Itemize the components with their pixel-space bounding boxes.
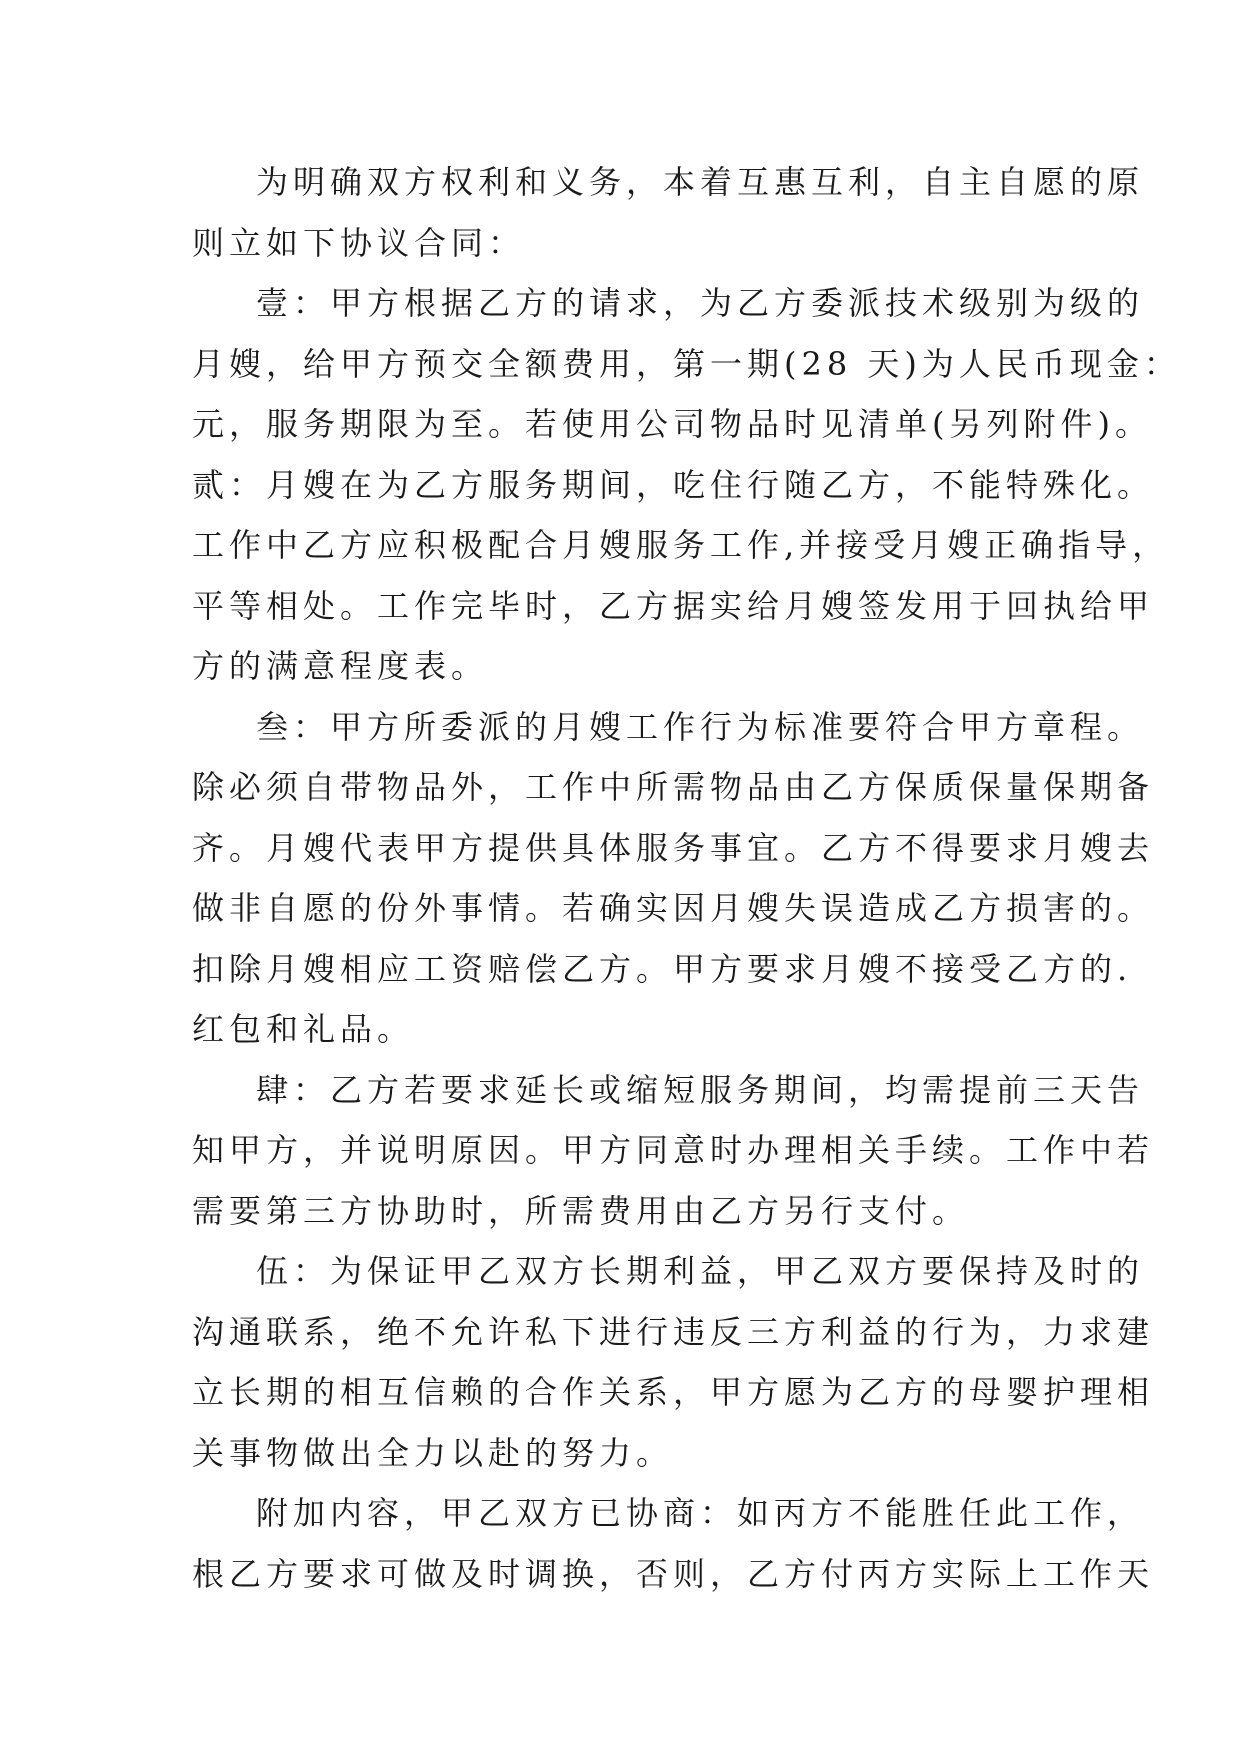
clause-2-line-3: 平等相处。工作完毕时，乙方据实给月嫂签发用于回执给甲 (192, 586, 1155, 625)
clause-1-line-3: 元，服务期限为至。若使用公司物品时见清单(另列附件)。 (192, 405, 1152, 443)
clause-3-line-5: 扣除月嫂相应工资赔偿乙方。甲方要求月嫂不接受乙方的. (192, 949, 1133, 988)
clause-5-line-2: 沟通联系，绝不允许私下进行违反三方利益的行为，力求建 (192, 1312, 1155, 1351)
clause-3-line-1: 叁：甲方所委派的月嫂工作行为标准要符合甲方章程。 (256, 707, 1145, 746)
clause-3-line-2: 除必须自带物品外，工作中所需物品由乙方保质保量保期备 (192, 768, 1155, 806)
clause-5-line-3: 立长期的相互信赖的合作关系，甲方愿为乙方的母婴护理相 (192, 1373, 1155, 1411)
clause-3-line-6: 红包和礼品。 (192, 1010, 415, 1048)
paragraph-intro-line-2: 则立如下协议合同： (192, 223, 526, 262)
clause-4-line-3: 需要第三方协助时，所需费用由乙方另行支付。 (192, 1191, 970, 1230)
paragraph-intro-line-1: 为明确双方权利和义务，本着互惠互利，自主自愿的原 (256, 163, 1145, 201)
clause-5-line-1: 伍：为保证甲乙双方长期利益，甲乙双方要保持及时的 (256, 1252, 1145, 1290)
clause-4-line-2: 知甲方，并说明原因。甲方同意时办理相关手续。工作中若 (192, 1131, 1155, 1169)
clause-1-line-2: 月嫂，给甲方预交全额费用，第一期(28 天)为人民币现金： (192, 344, 1181, 383)
clause-2-line-4: 方的满意程度表。 (192, 647, 489, 685)
clause-3-line-4: 做非自愿的份外事情。若确实因月嫂失误造成乙方损害的。 (192, 889, 1155, 927)
clause-4-line-1: 肆：乙方若要求延长或缩短服务期间，均需提前三天告 (256, 1070, 1145, 1109)
contract-body (192, 152, 1181, 1604)
clause-1-line-1: 壹：甲方根据乙方的请求，为乙方委派技术级别为级的 (256, 284, 1145, 322)
clause-5-line-4: 关事物做出全力以赴的努力。 (192, 1433, 674, 1472)
clause-2-line-2: 工作中乙方应积极配合月嫂服务工作,并接受月嫂正确指导， (192, 526, 1170, 564)
addendum-line-2: 根乙方要求可做及时调换，否则，乙方付丙方实际上工作天 (192, 1554, 1155, 1593)
addendum-line-1: 附加内容，甲乙双方已协商：如丙方不能胜任此工作， (256, 1494, 1145, 1532)
clause-2-line-1: 贰：月嫂在为乙方服务期间，吃住行随乙方，不能特殊化。 (192, 465, 1155, 504)
clause-3-line-3: 齐。月嫂代表甲方提供具体服务事宜。乙方不得要求月嫂去 (192, 828, 1155, 867)
